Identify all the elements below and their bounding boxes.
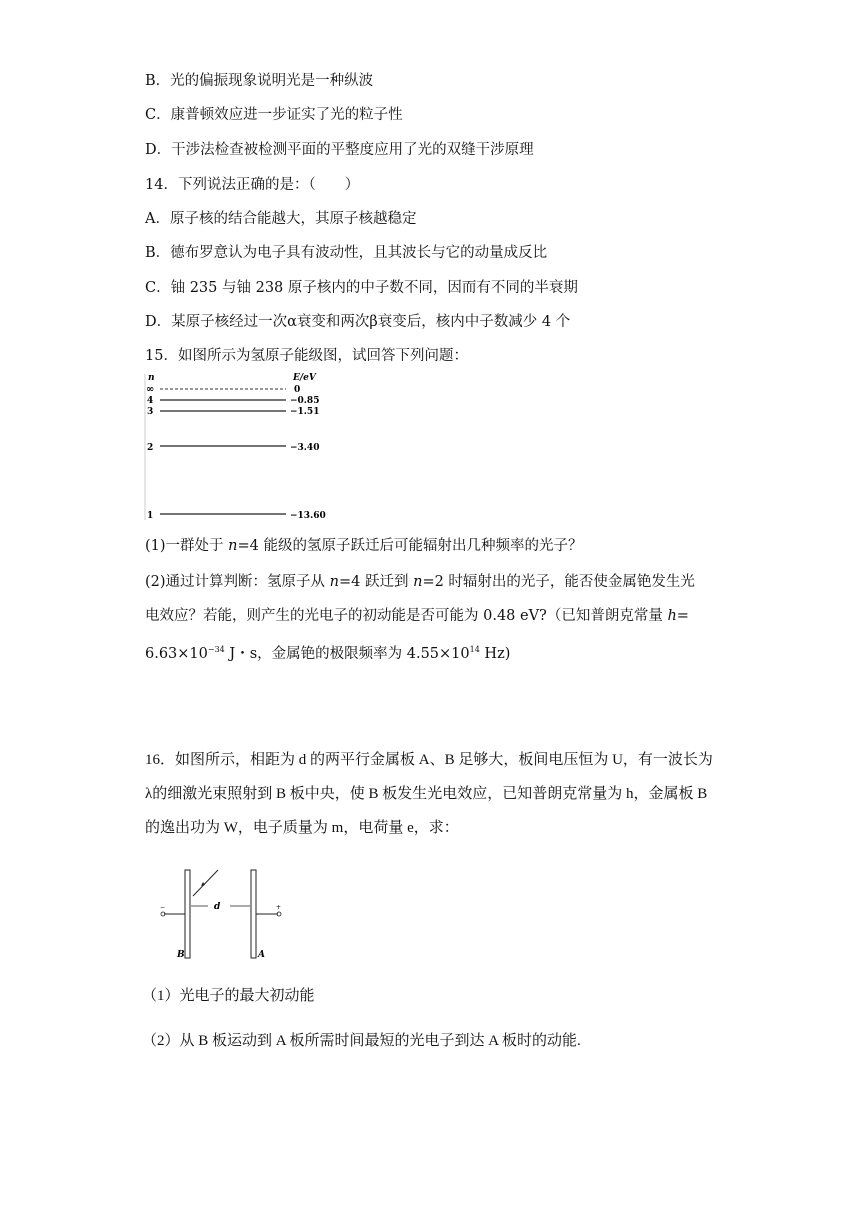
level-n-inf: ∞: [146, 384, 155, 395]
q14-option-d: D．某原子核经过一次α衰变和两次β衰变后，核内中子数减少 4 个: [145, 314, 571, 330]
level-n-3: 3: [147, 407, 154, 417]
level-n-1: 1: [147, 511, 154, 521]
q16-line1: 16．如图所示，相距为 d 的两平行金属板 A、B 足够大，板间电压恒为 U，有一波长为: [145, 752, 713, 768]
level-e-3: −1.51: [290, 407, 320, 417]
n-header: n: [148, 373, 155, 383]
q14-option-b: B．德布罗意认为电子具有波动性，且其波长与它的动量成反比: [145, 245, 548, 261]
option-d-prev: D．干涉法检查被检测平面的平整度应用了光的双缝干涉原理: [145, 142, 534, 158]
level-e-1: −13.60: [290, 511, 326, 521]
option-b-prev: B．光的偏振现象说明光是一种纵波: [145, 73, 374, 89]
plate-a: [251, 870, 256, 958]
distance-label: d: [214, 902, 221, 912]
q16-sub2: （2）从 B 板运动到 A 板所需时间最短的光电子到达 A 板时的动能.: [142, 1033, 581, 1049]
plate-b-label: B: [177, 950, 185, 960]
q14-stem: 14．下列说法正确的是：（ ）: [145, 177, 360, 193]
q16-sub1: （1）光电子的最大初动能: [142, 988, 315, 1004]
q14-option-a: A．原子核的结合能越大，其原子核越稳定: [145, 211, 417, 227]
q15-stem: 15．如图所示为氢原子能级图，试回答下列问题：: [145, 348, 468, 364]
e-header: E/eV: [293, 373, 316, 383]
q15-sub2-line3: $6.63\times 10^{-34}$ J・s，金属铯的极限频率为 $4.55\times 10^{14}$ Hz): [145, 645, 511, 662]
q15-sub2-line1: (2)通过计算判断：氢原子从 n=4 跃迁到 n=2 时辐射出的光子，能否使金属铯发生光: [145, 574, 695, 590]
minus-sign: −: [160, 904, 166, 911]
plus-sign: +: [276, 904, 282, 911]
q14-option-c: C．铀 235 与铀 238 原子核内的中子数不同，因而有不同的半衰期: [145, 280, 578, 296]
plate-a-label: A: [258, 950, 265, 960]
parallel-plates-diagram: [150, 862, 290, 962]
q15-sub1: (1)一群处于 n=4 能级的氢原子跃迁后可能辐射出几种频率的光子？: [145, 538, 583, 554]
q15-sub2-line2: 电效应？若能，则产生的光电子的初动能是否可能为 0.48 eV?（已知普朗克常量 h=: [145, 608, 689, 624]
q16-line3: 的逸出功为 W，电子质量为 m，电荷量 e，求：: [145, 820, 459, 836]
level-n-4: 4: [147, 396, 154, 406]
level-e-4: −0.85: [290, 396, 320, 406]
q16-line2: λ的细激光束照射到 B 板中央，使 B 板发生光电效应，已知普朗克常量为 h，金属板 B: [145, 786, 708, 802]
level-n-2: 2: [147, 443, 154, 453]
plate-b: [185, 870, 190, 958]
energy-level-diagram: [143, 368, 343, 528]
level-e-2-value: −3.40: [290, 443, 320, 453]
laser-beam: [193, 870, 218, 896]
option-c-prev: C．康普顿效应进一步证实了光的粒子性: [145, 107, 403, 123]
level-e-inf: 0: [294, 385, 301, 395]
